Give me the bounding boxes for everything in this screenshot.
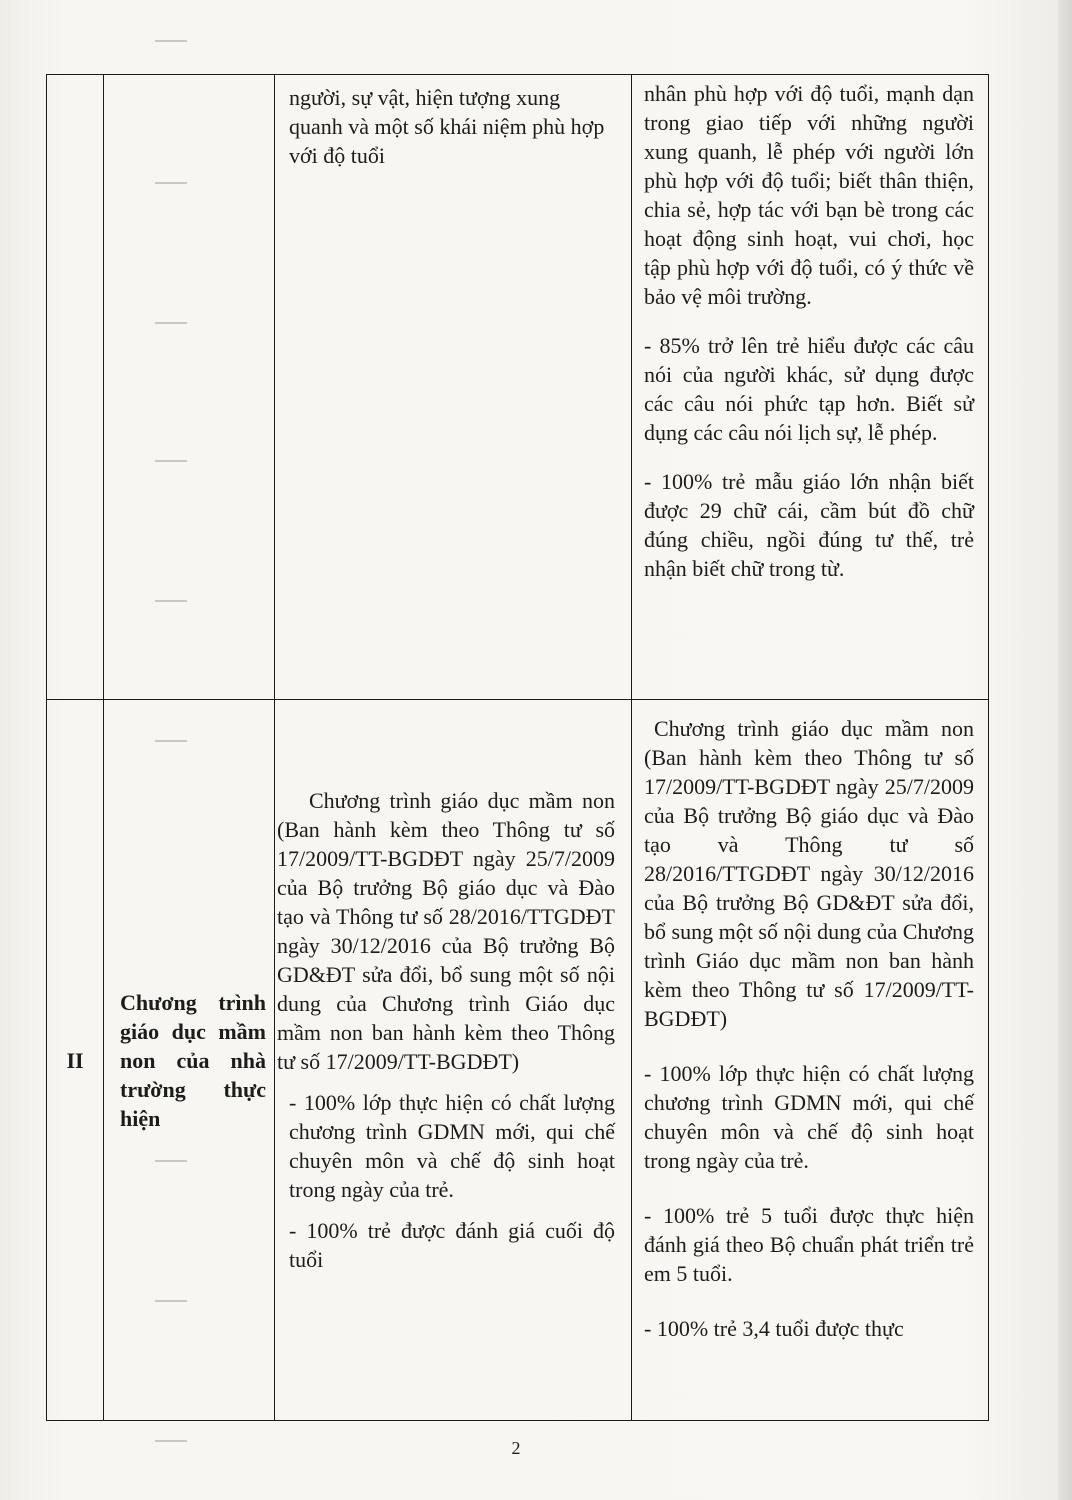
table-row — [47, 700, 989, 1421]
result-cell — [632, 700, 989, 1421]
page-edge — [1058, 0, 1072, 1500]
bleed-mark — [155, 40, 187, 42]
target-cell — [275, 700, 632, 1421]
row-number-cell: II — [47, 700, 104, 1421]
result-paragraph: - 100% trẻ 5 tuổi được thực hiện đánh giá theo Bộ chuẩn phát triển trẻ em 5 tuổi. — [644, 1203, 974, 1286]
result-paragraph: nhân phù hợp với độ tuổi, mạnh dạn trong giao tiếp với những người xung quanh, lễ phép với người lớn phù hợp với độ tuổi; biết thân thiện, chia sẻ, hợp tác với bạn bè trong các hoạt động sinh hoạt, vui chơi, học tập phù hợp với độ tuổi, có ý thức về bảo vệ môi trường. — [644, 81, 974, 309]
target-paragraph: - 100% lớp thực hiện có chất lượng chương trình GDMN mới, qui chế chuyên môn và chế độ sinh hoạt trong ngày của trẻ. — [289, 1090, 615, 1202]
content-table — [46, 74, 989, 1421]
table-row — [47, 75, 989, 700]
result-paragraph: - 85% trở lên trẻ hiểu được các câu nói của người khác, sử dụng được các câu nói phức tạp hơn. Biết sử dụng các câu nói lịch sự, lễ phép. — [644, 333, 974, 445]
target-text: người, sự vật, hiện tượng xung quanh và một số khái niệm phù hợp với độ tuổi — [289, 85, 605, 168]
target-cell — [275, 75, 632, 700]
result-paragraph: - 100% trẻ 3,4 tuổi được thực — [644, 1316, 904, 1341]
target-paragraph: Chương trình giáo dục mầm non (Ban hành kèm theo Thông tư số 17/2009/TT-BGDĐT ngày 25/7/2009 của Bộ trưởng Bộ giáo dục và Đào tạo và Thông tư số 28/2016/TTGDĐT ngày 30/12/2016 của Bộ trưởng Bộ GD&ĐT sửa đổi, bổ sung một số nội dung của Chương trình Giáo dục mầm non ban hành kèm theo Thông tư số 17/2009/TT-BGDĐT) — [277, 788, 615, 1074]
section-name-cell: Chương trình giáo dục mầm non của nhà trường thực hiện — [104, 700, 275, 1421]
row-number-cell — [47, 75, 104, 700]
result-paragraph: - 100% lớp thực hiện có chất lượng chương trình GDMN mới, qui chế chuyên môn và chế độ sinh hoạt trong ngày của trẻ. — [644, 1061, 974, 1173]
result-paragraph: Chương trình giáo dục mầm non (Ban hành kèm theo Thông tư số 17/2009/TT-BGDĐT ngày 25/7/2009 của Bộ trưởng Bộ giáo dục và Đào tạo và Thông tư số 28/2016/TTGDĐT ngày 30/12/2016 của Bộ trưởng Bộ GD&ĐT sửa đổi, bổ sung một số nội dung của Chương trình Giáo dục mầm non ban hành kèm theo Thông tư số 17/2009/TT-BGDĐT) — [644, 716, 974, 1031]
result-paragraph: - 100% trẻ mẫu giáo lớn nhận biết được 29 chữ cái, cầm bút đồ chữ đúng chiều, ngồi đúng tư thế, trẻ nhận biết chữ trong từ. — [644, 469, 974, 581]
section-name-cell — [104, 75, 275, 700]
page-number: 2 — [511, 1438, 521, 1458]
target-paragraph: - 100% trẻ được đánh giá cuối độ tuổi — [289, 1218, 615, 1272]
result-cell — [632, 75, 989, 700]
